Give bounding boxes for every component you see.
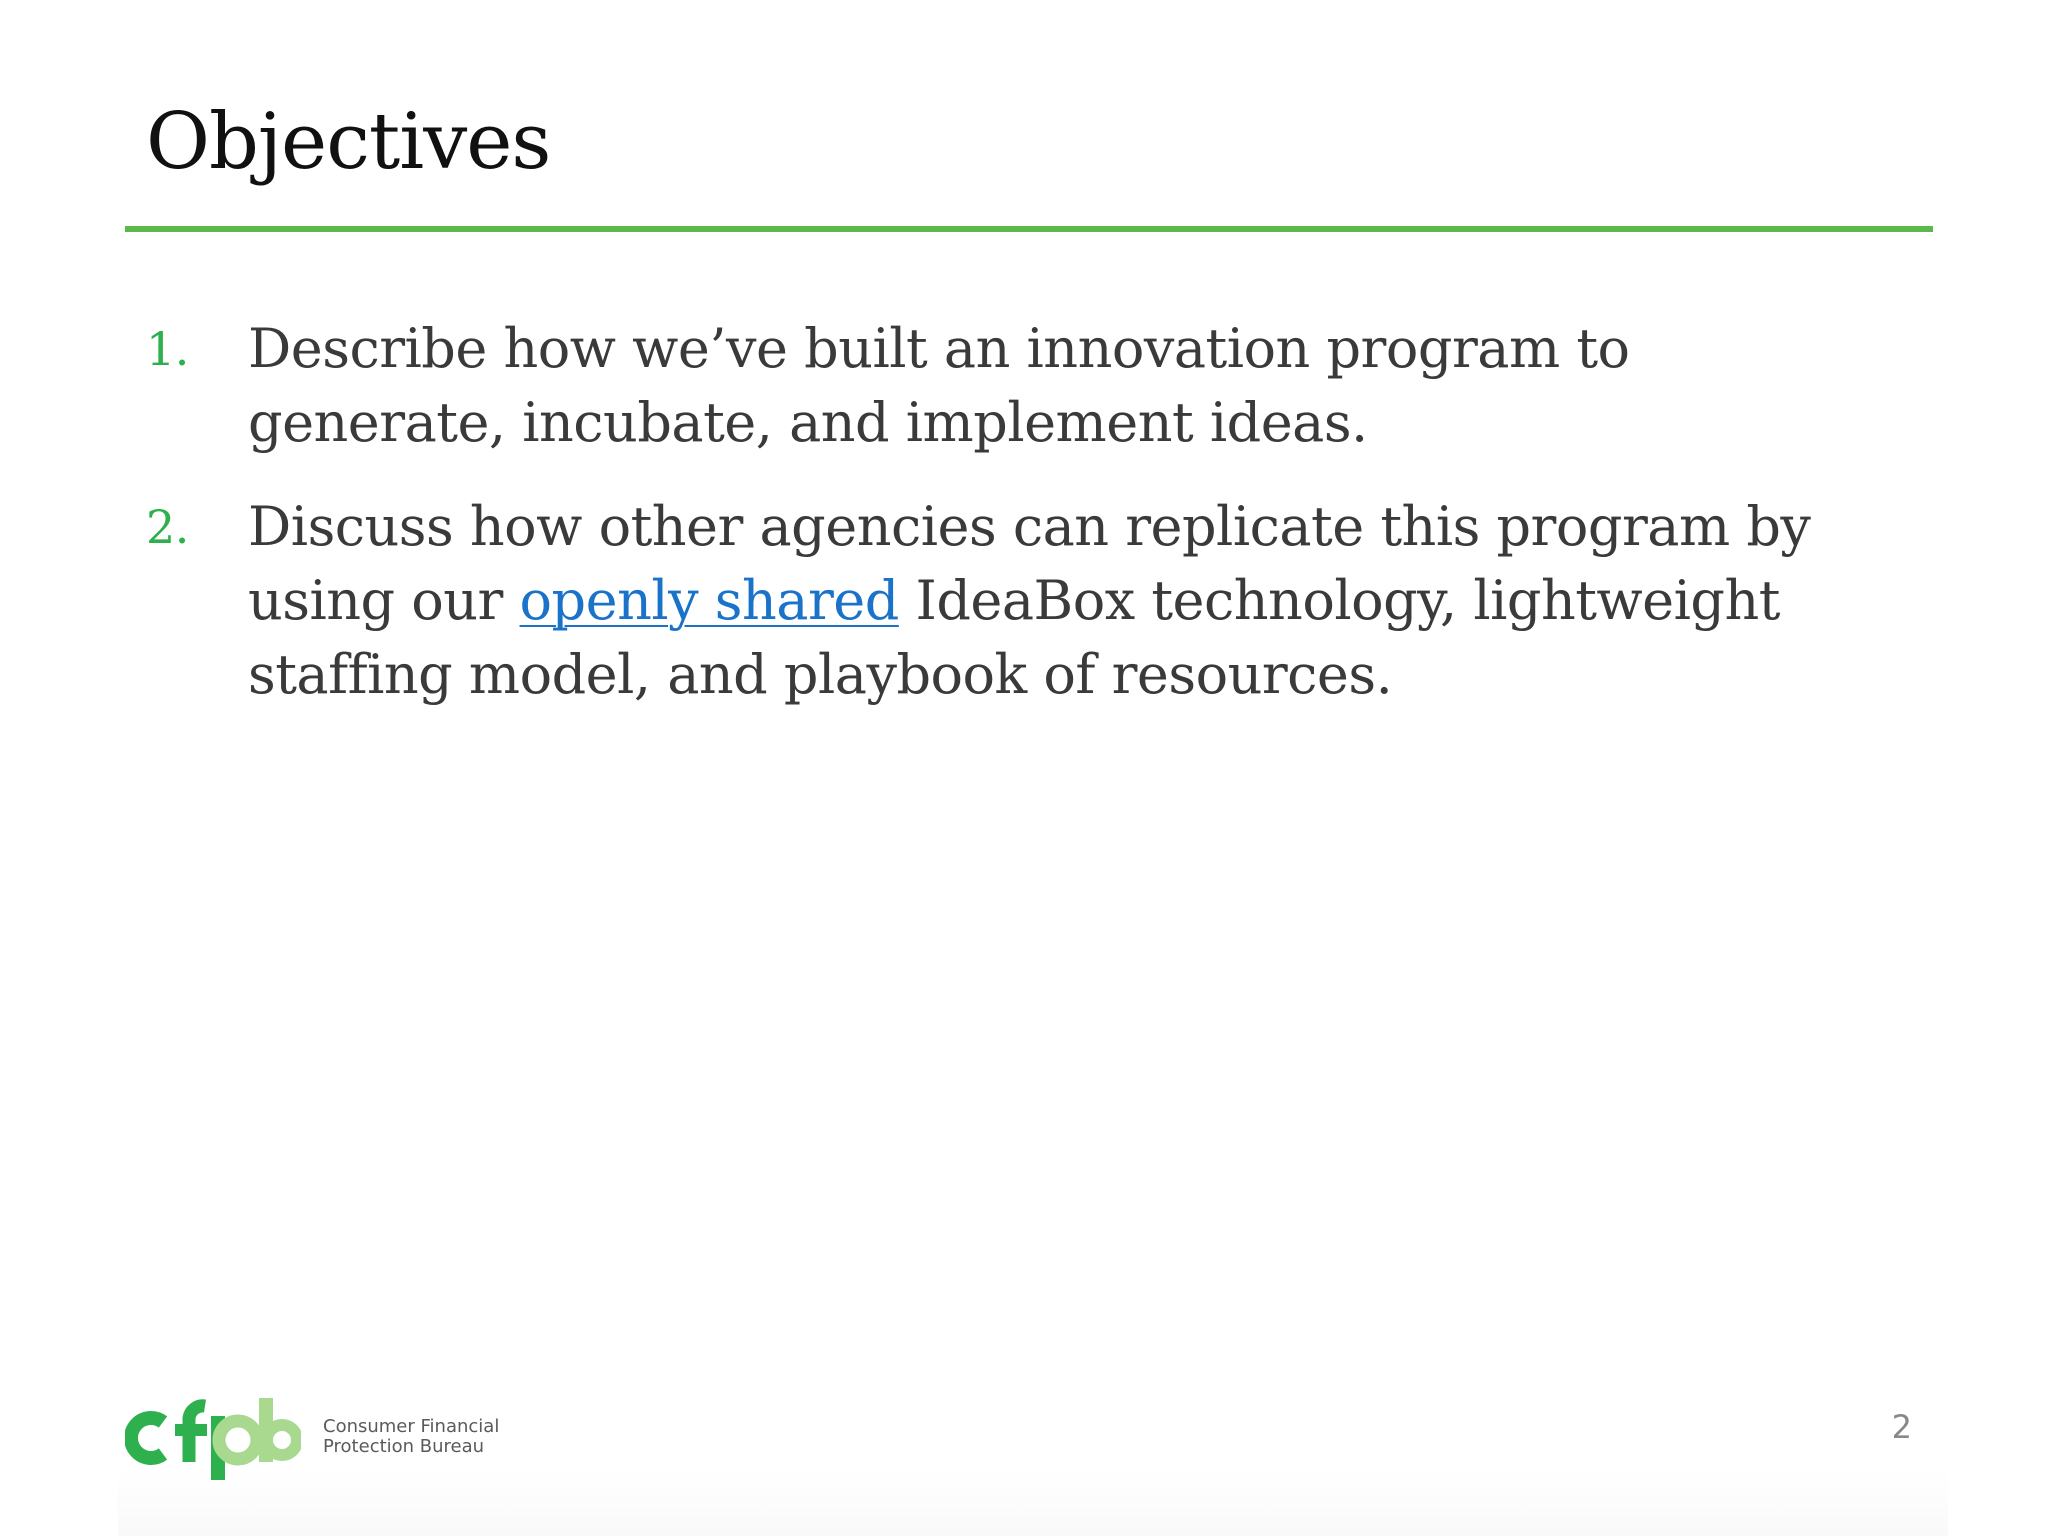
title-divider (125, 226, 1933, 232)
logo-line-2: Protection Bureau (323, 1436, 485, 1457)
objective-item-2 (146, 490, 1886, 712)
logo-line-1: Consumer Financial (323, 1416, 500, 1437)
objective-text-after-link: IdeaBox technology, lightweight staffing model, and playbook of resources. (248, 569, 1780, 706)
openly-shared-link[interactable]: openly shared (519, 569, 899, 632)
objectives-list (146, 312, 1886, 742)
objective-number: 2. (146, 500, 189, 554)
cfpb-wordmark-icon (125, 1392, 301, 1482)
cfpb-logo (125, 1392, 499, 1482)
objective-text: Describe how we’ve built an innovation program to generate, incubate, and implement ideas. (248, 317, 1630, 454)
objective-number: 1. (146, 322, 189, 376)
page-number: 2 (1891, 1408, 1912, 1446)
objective-item-1 (146, 312, 1886, 460)
objective-text (248, 495, 1810, 706)
objective-text-before-link: Discuss how other agencies can replicate this program by using our (248, 495, 1811, 632)
slide-title: Objectives (146, 97, 551, 187)
logo-text (323, 1417, 499, 1457)
